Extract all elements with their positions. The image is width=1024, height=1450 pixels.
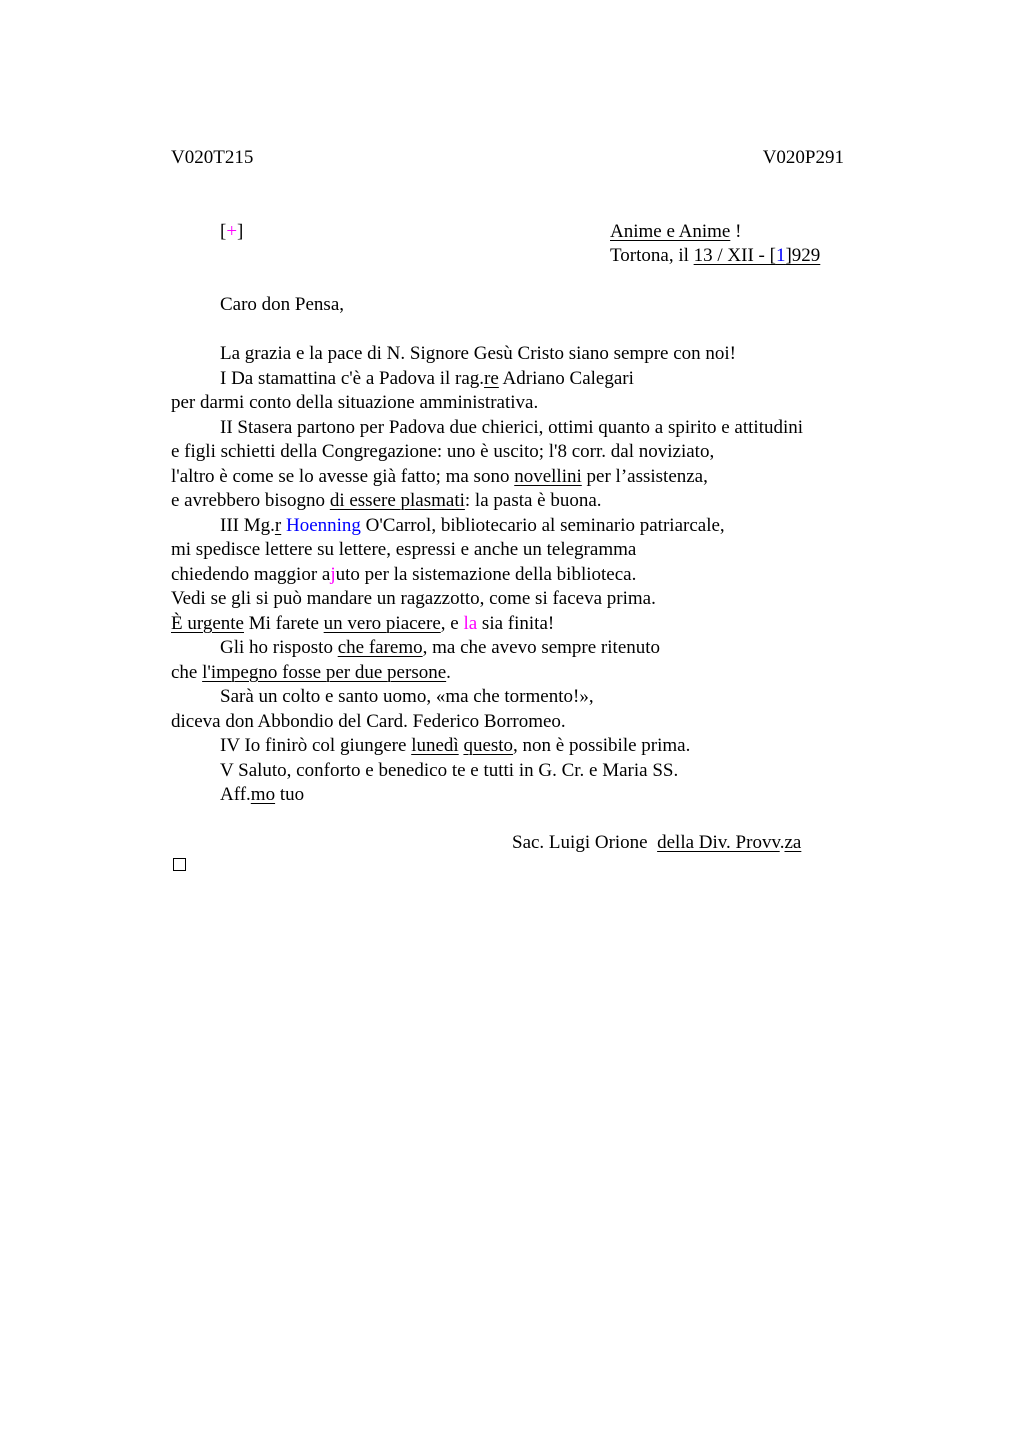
bracket-open: [ — [220, 221, 227, 242]
text-line: diceva don Abbondio del Card. Federico Borromeo. — [171, 710, 566, 732]
letter-body — [171, 342, 871, 808]
signature-title: . — [779, 832, 785, 853]
text-span: r — [274, 514, 282, 536]
text-line: La grazia e la pace di N. Signore Gesù Cristo siano sempre con noi! — [220, 343, 737, 364]
text-line — [171, 563, 871, 588]
text-line: II Stasera partono per Padova due chierici, ottimi quanto a spirito e attitudini — [220, 416, 804, 438]
place-text: Tortona, il — [610, 245, 694, 266]
bracket-close: ] — [237, 221, 244, 242]
text-line — [171, 489, 871, 514]
text-span: novellini — [514, 465, 582, 487]
text-line — [171, 367, 871, 392]
signature — [512, 831, 801, 855]
text-line — [171, 734, 871, 759]
text-span: III Mg. — [220, 514, 275, 536]
text-span: re — [484, 367, 499, 389]
text-span: l'impegno fosse per due persone — [202, 661, 447, 683]
text-line — [171, 661, 871, 686]
text-line — [171, 636, 871, 661]
text-span: , non è possibile prima. — [513, 735, 691, 756]
text-span: che — [171, 661, 203, 683]
text-line: per darmi conto della situazione amministrativa. — [171, 392, 539, 413]
text-line: Sarà un colto e santo uomo, «ma che tormento!», — [220, 686, 594, 707]
text-span: , ma che avevo sempre ritenuto — [422, 637, 661, 658]
text-span: un vero piacere — [323, 612, 441, 634]
text-span: l'altro è come se lo avesse già fatto; ma sono — [171, 465, 515, 487]
text-span: Gli ho risposto — [220, 637, 338, 658]
text-span: IV Io finirò col giungere — [220, 735, 412, 756]
text-span: e avrebbero bisogno — [171, 490, 330, 511]
text-span: Aff. — [220, 784, 251, 805]
salutation: Caro don Pensa, — [220, 294, 345, 315]
text-line: e figli schietti della Congregazione: uno è uscito; l'8 corr. dal noviziato, — [171, 441, 715, 462]
text-span: per l’assistenza, — [581, 465, 708, 487]
text-span: Mi farete — [244, 612, 324, 634]
text-span: j — [330, 563, 336, 585]
text-span: Hoenning — [285, 514, 361, 536]
text-span: : la pasta è buona. — [464, 490, 602, 511]
text-span: È urgente — [171, 612, 244, 634]
text-span: , e — [440, 612, 464, 634]
text-span: mo — [250, 784, 276, 805]
text-span: questo — [463, 735, 514, 756]
text-span: uto per la sistemazione della biblioteca. — [335, 563, 637, 585]
text-line: mi spedisce lettere su lettere, espressi e anche un telegramma — [171, 539, 637, 560]
text-span: di essere plasmati — [329, 490, 465, 511]
text-span: la — [463, 612, 478, 634]
document-code-left: V020T215 — [171, 147, 254, 168]
text-span: I Da stamattina c'è a Padova il rag. — [220, 367, 485, 389]
text-span: . — [446, 661, 451, 683]
text-line — [171, 612, 871, 637]
text-line — [171, 514, 871, 539]
cross-symbol: + — [226, 221, 238, 242]
end-marker-box-icon — [173, 858, 186, 871]
text-span: che faremo — [337, 637, 423, 658]
date-part: 13 / XII - [ — [693, 245, 776, 266]
signature-title: za — [784, 832, 802, 853]
motto-suffix: ! — [730, 221, 742, 242]
text-span: lunedì — [411, 735, 459, 756]
place-date — [610, 244, 820, 268]
text-line: Vedi se gli si può mandare un ragazzotto, come si faceva prima. — [171, 588, 656, 609]
text-span: Adriano Calegari — [498, 367, 634, 389]
text-span: O'Carrol, bibliotecario al seminario patriarcale, — [360, 514, 725, 536]
text-span: tuo — [275, 784, 305, 805]
text-line — [171, 783, 871, 808]
cross-marker — [220, 220, 243, 244]
signature-name: Sac. Luigi Orione — [512, 832, 658, 853]
text-span: sia finita! — [477, 612, 555, 634]
date-text — [694, 245, 821, 266]
date-part: ]929 — [785, 245, 821, 266]
text-line — [171, 465, 871, 490]
text-line: V Saluto, conforto e benedico te e tutti in G. Cr. e Maria SS. — [220, 759, 679, 781]
motto — [610, 220, 741, 244]
signature-title: della Div. Provv — [657, 832, 780, 853]
motto-text: Anime e Anime — [610, 221, 731, 242]
date-digit: 1 — [775, 245, 786, 266]
text-span: chiedendo maggior a — [171, 563, 331, 585]
document-code-right: V020P291 — [762, 147, 844, 168]
